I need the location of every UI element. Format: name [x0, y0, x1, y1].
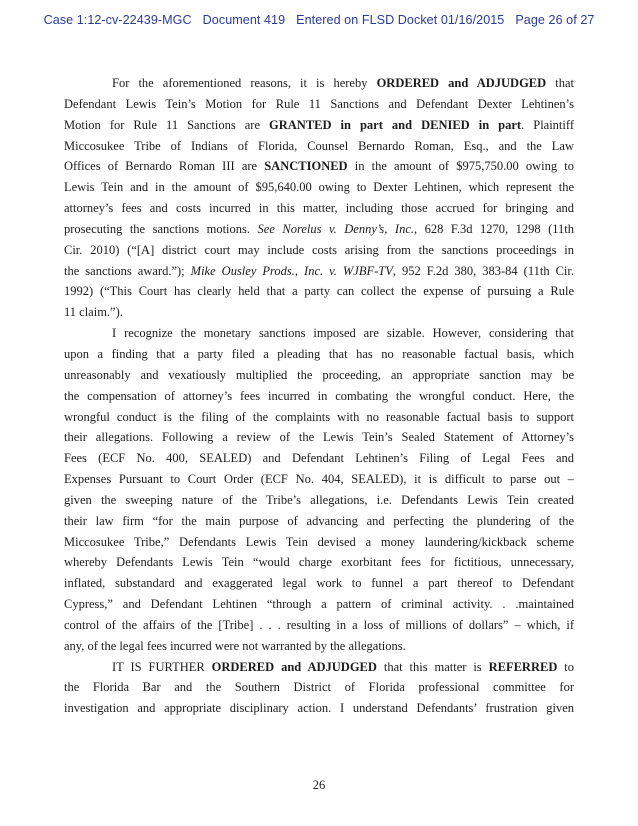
- text-line: 11 claim.”).: [64, 305, 123, 320]
- text-line: Cypress,” and Defendant Lehtinen “through a pattern of criminal activity. . .maintained: [64, 597, 574, 612]
- text-line: any, of the legal fees incurred were not warranted by the allegations.: [64, 638, 406, 653]
- text-line: 1992) (“This Court has clearly held that a party can collect the expense of pursuing a Rule: [64, 284, 574, 299]
- text-line: Fees (ECF No. 400, SEALED) and Defendant Lehtinen’s Filing of Legal Fees and: [64, 451, 574, 466]
- text-line: given the sweeping nature of the Tribe’s allegations, i.e. Defendants Lewis Tein created: [64, 492, 574, 507]
- text-line: prosecuting the sanctions motions. See Norelus v. Denny’s, Inc., 628 F.3d 1270, 1298 (11th: [64, 221, 574, 236]
- text-line: upon a finding that a party filed a pleading that has no reasonable factual basis, which: [64, 346, 574, 361]
- case-number: Case 1:12-cv-22439-MGC: [43, 13, 192, 27]
- text-line: their law firm “for the main purpose of advancing and perfecting the plundering of the: [64, 513, 574, 528]
- text-line: attorney’s fees and costs incurred in this matter, including those accrued for bringing and: [64, 201, 574, 216]
- text-line: unreasonably and vexatiously multiplied the proceeding, an appropriate sanction may be: [64, 367, 574, 382]
- paragraph-ordered-adjudged: [64, 73, 574, 323]
- text-line: I recognize the monetary sanctions imposed are sizable. However, considering that: [112, 326, 574, 341]
- text-line: For the aforementioned reasons, it is hereby ORDERED and ADJUDGED that: [112, 76, 574, 90]
- text-line: the sanctions award.”); Mike Ousley Prods., Inc. v. WJBF-TV, 952 F.2d 380, 383-84 (11th Cir.: [64, 263, 574, 278]
- document-number: Document 419: [202, 13, 286, 27]
- text-line: the compensation of attorney’s fees incurred in combating the wrongful conduct. Here, the: [64, 388, 574, 403]
- paragraph-sanctions-discussion: [64, 323, 574, 657]
- text-line: IT IS FURTHER ORDERED and ADJUDGED that this matter is REFERRED to: [112, 659, 574, 674]
- text-line: investigation and appropriate disciplinary action. I understand Defendants’ frustration given: [64, 701, 574, 716]
- text-line: Defendant Lewis Tein’s Motion for Rule 11 Sanctions and Defendant Dexter Lehtinen’s: [64, 96, 574, 111]
- page-indicator: Page 26 of 27: [515, 13, 595, 27]
- text-line: Miccosukee Tribe,” Defendants Lewis Tein devised a money laundering/kickback scheme: [64, 534, 574, 549]
- text-line: wrongful conduct is the filing of the complaints with no reasonable factual basis to support: [64, 409, 574, 424]
- text-line: Offices of Bernardo Roman III are SANCTIONED in the amount of $975,750.00 owing to: [64, 159, 574, 174]
- text-line: Expenses Pursuant to Court Order (ECF No. 404, SEALED), it is difficult to parse out –: [64, 472, 574, 487]
- docket-entry: Entered on FLSD Docket 01/16/2015: [296, 13, 505, 27]
- text-line: Motion for Rule 11 Sanctions are GRANTED in part and DENIED in part. Plaintiff: [64, 117, 574, 132]
- text-line: Cir. 2010) (“[A] district court may include costs arising from the sanctions proceedings in: [64, 242, 574, 257]
- text-line: their allegations. Following a review of the Lewis Tein’s Sealed Statement of Attorney’s: [64, 430, 574, 445]
- page-number: 26: [312, 778, 326, 792]
- text-line: Lewis Tein and in the amount of $95,640.00 owing to Dexter Lehtinen, which represent the: [64, 180, 574, 195]
- paragraph-referral: [64, 657, 574, 720]
- order-body: [64, 73, 574, 719]
- text-line: Miccosukee Tribe of Indians of Florida, Counsel Bernardo Roman, Esq., and the Law: [64, 138, 574, 153]
- text-line: whereby Defendants Lewis Tein “would charge exorbitant fees for fictitious, unnecessary,: [64, 555, 574, 570]
- text-line: the Florida Bar and the Southern District of Florida professional committee for: [64, 680, 574, 695]
- text-line: control of the affairs of the [Tribe] . . . resulting in a loss of millions of dollars” – which, if: [64, 617, 574, 632]
- docket-header: [0, 13, 638, 27]
- text-line: inflated, substandard and exaggerated legal work to funnel a part thereof to Defendant: [64, 576, 574, 591]
